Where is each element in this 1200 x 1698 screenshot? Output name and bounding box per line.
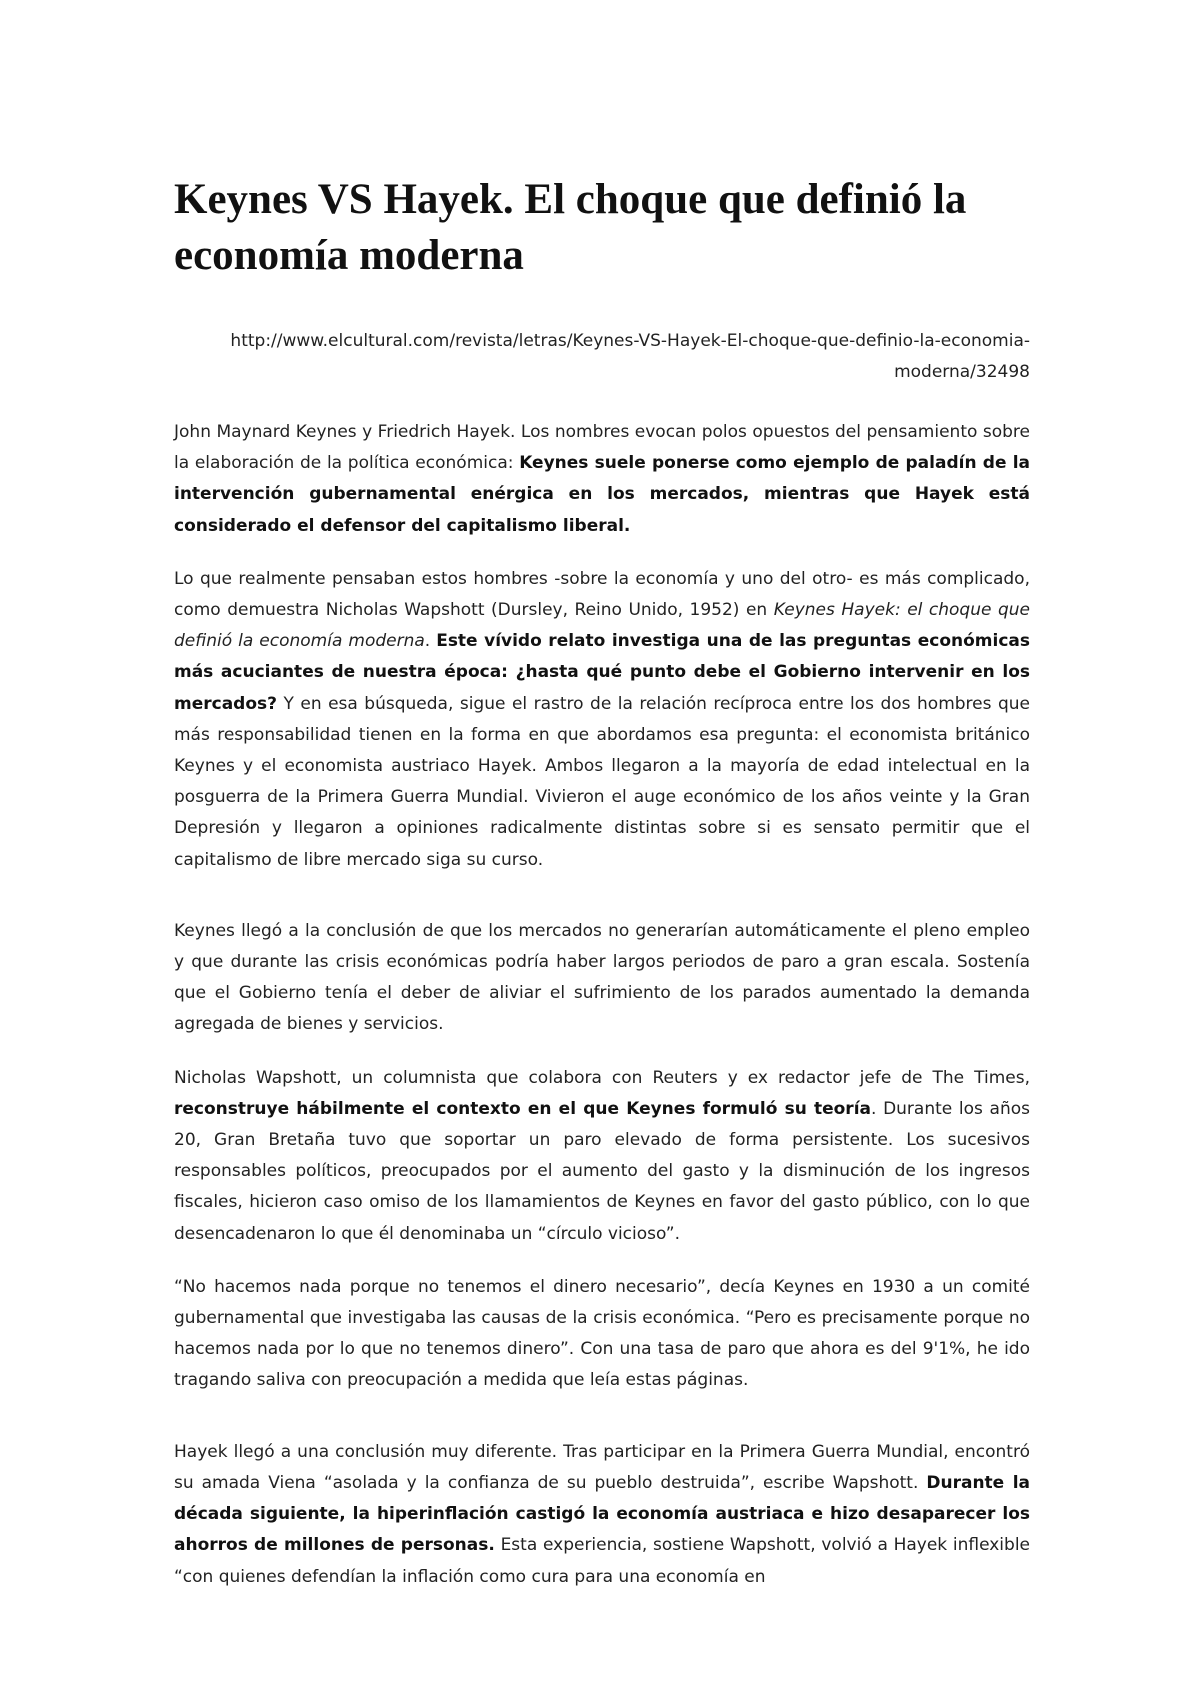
text-segment: Hayek llegó a una conclusión muy diferente. Tras participar en la Primera Guerra Mundial, encontró su amada Viena “asolada y la confianza de su pueblo destruida”, escribe Wapshott. [174,1441,1030,1493]
article-title: Keynes VS Hayek. El choque que definió la economía moderna [174,176,967,279]
paragraph-6 [174,1437,1030,1593]
bold-segment: reconstruye hábilmente el contexto en el que Keynes formuló su teoría [174,1098,871,1119]
paragraph-2 [174,564,1030,876]
text-segment: Y en esa búsqueda, sigue el rastro de la relación recíproca entre los dos hombres que más responsabilidad tienen en la forma en que abordamos esa pregunta: el economista británico Keynes y el economista austriaco Hayek. Ambos llegaron a la mayoría de edad intelectual en la posguerra de la Primera Guerra Mundial. Vivieron el auge económico de los años veinte y la Gran Depresión y llegaron a opiniones radicalmente distintas sobre si es sensato permitir que el capitalismo de libre mercado siga su curso. [174,693,1030,870]
paragraph-5 [174,1272,1030,1397]
bold-segment: Durante la década siguiente, la hiperinflación castigó la economía austriaca e hizo desaparecer los ahorros de millones de personas. [174,1472,1031,1556]
paragraph-1 [174,417,1030,542]
bold-segment: Este vívido relato investiga una de las preguntas económicas más acuciantes de nuestra época: ¿hasta qué punto debe el Gobierno intervenir en los mercados? [174,631,1030,714]
text-segment: Lo que realmente pensaban estos hombres -sobre la economía y uno del otro- es más complicado, como demuestra Nicholas Wapshott (Dursley, Reino Unido, 1952) en [174,568,1030,621]
text-segment: Keynes llegó a la conclusión de que los mercados no generarían automáticamente el pleno empleo y que durante las crisis económicas podría haber largos periodos de paro a gran escala. Sostenía que el Gobierno tenía el deber de aliviar el sufrimiento de los parados aumentado la demanda agregada de bienes y servicios. [174,920,1030,1035]
text-segment: Esta experiencia, sostiene Wapshott, volvió a Hayek inflexible “con quienes defendían la inflación como cura para una economía en [174,1535,1031,1587]
text-segment: . [424,631,437,652]
book-title: Keynes Hayek: el choque que definió la economía moderna [174,600,1030,652]
text-segment: John Maynard Keynes y Friedrich Hayek. Los nombres evocan polos opuestos del pensamiento sobre la elaboración de la política económica: [174,422,1030,474]
bold-segment: Keynes suele ponerse como ejemplo de paladín de la intervención gubernamental enérgica en los mercados, mientras que Hayek está considerado el defensor del capitalismo liberal. [174,453,1030,536]
source-url: http://www.elcultural.com/revista/letras/Keynes-VS-Hayek-El-choque-que-definio-la-economia-moderna/32498 [230,331,1030,382]
text-segment: Nicholas Wapshott, un columnista que colabora con Reuters y ex redactor jefe de The Times, [174,1067,1030,1088]
article-body [174,172,1030,1615]
text-segment: “No hacemos nada porque no tenemos el dinero necesario”, decía Keynes en 1930 a un comité gubernamental que investigaba las causas de la crisis económica. “Pero es precisamente porque no hacemos nada por lo que no tenemos dinero”. Con una tasa de paro que ahora es del 9'1%, he ido tragando saliva con preocupación a medida que leía estas páginas. [174,1276,1030,1391]
paragraph-4 [174,1063,1030,1250]
paragraph-3 [174,916,1030,1041]
text-segment: . Durante los años 20, Gran Bretaña tuvo que soportar un paro elevado de forma persistente. Los sucesivos responsables políticos, preocupados por el aumento del gasto y la disminución de los ingresos fiscales, hicieron caso omiso de los llamamientos de Keynes en favor del gasto público, con lo que desencadenaron lo que él denominaba un “círculo vicioso”. [174,1098,1030,1244]
